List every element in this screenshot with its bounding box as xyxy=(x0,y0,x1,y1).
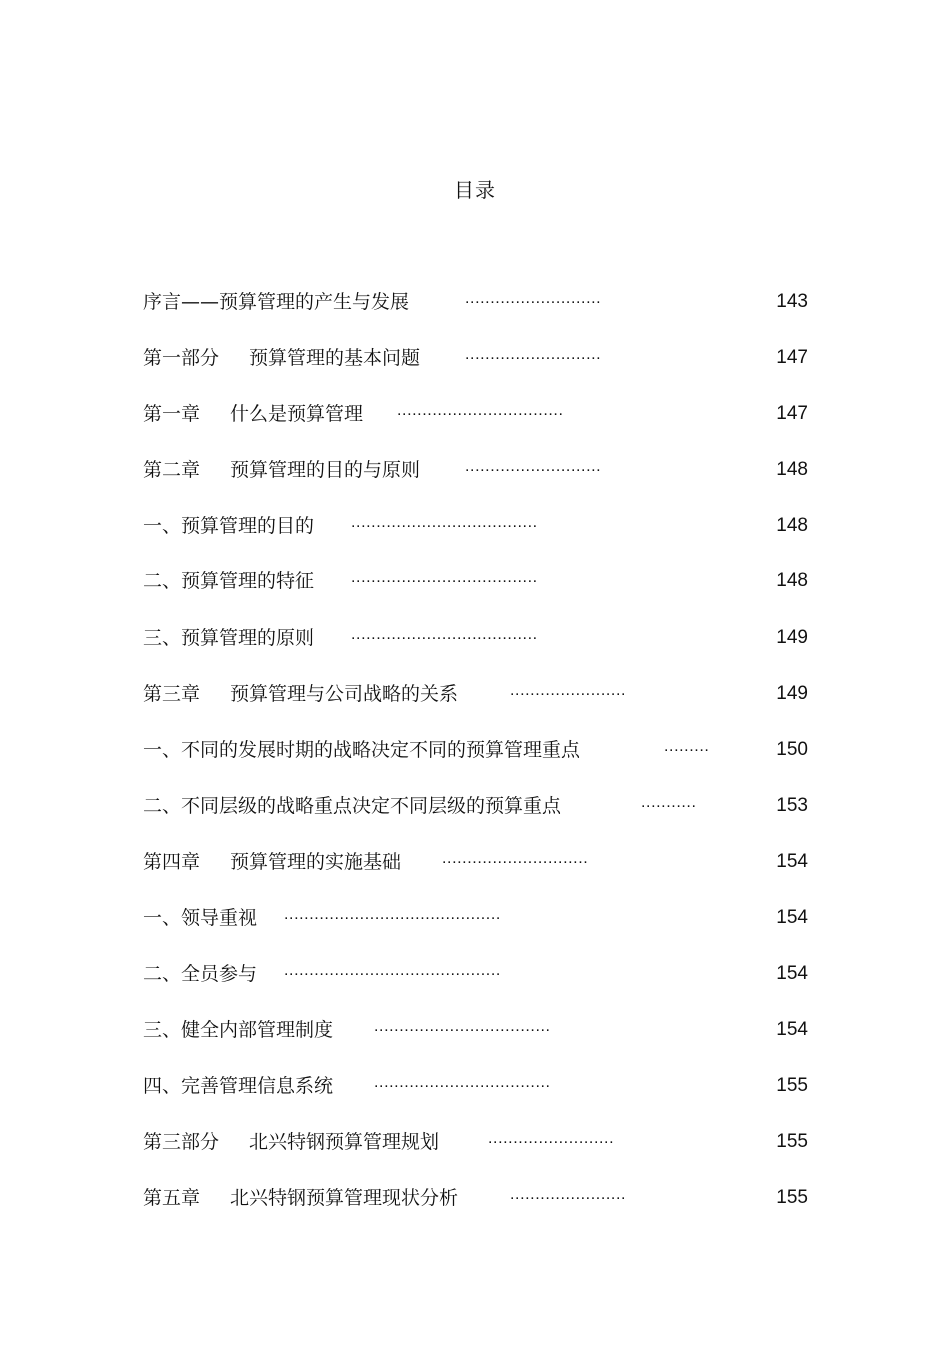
toc-entry-label: 一、不同的发展时期的战略决定不同的预算管理重点 xyxy=(143,739,581,761)
toc-page-number: 147 xyxy=(776,347,808,368)
toc-entry[interactable] xyxy=(143,736,808,764)
toc-entry-label: 二、预算管理的特征 xyxy=(143,570,315,592)
toc-entry-label: 序言——预算管理的产生与发展 xyxy=(143,291,410,313)
toc-dot-leader: ......... xyxy=(664,738,710,755)
toc-entry-label: 北兴特钢预算管理规划 xyxy=(249,1131,440,1153)
toc-dot-leader: ................................... xyxy=(374,1018,551,1035)
toc-entry[interactable] xyxy=(143,1128,808,1156)
toc-entry[interactable] xyxy=(143,456,808,484)
toc-entry-section-number: 第一章 xyxy=(143,403,201,425)
toc-entry-label-group xyxy=(143,1184,458,1212)
toc-entry[interactable] xyxy=(143,848,808,876)
toc-entry[interactable] xyxy=(143,512,808,540)
toc-dot-leader: ........................... xyxy=(465,346,602,363)
toc-dot-leader: ..................................... xyxy=(351,569,538,586)
toc-dot-leader: ................................. xyxy=(397,402,564,419)
toc-entry-label: 一、预算管理的目的 xyxy=(143,515,315,537)
toc-dot-leader: ..................................... xyxy=(351,626,538,643)
toc-dot-leader: ........................... xyxy=(465,290,602,307)
toc-dot-leader: ................................... xyxy=(374,1074,551,1091)
toc-entry-label: 三、健全内部管理制度 xyxy=(143,1019,334,1041)
toc-dot-leader: ........................................... xyxy=(284,906,501,923)
toc-page-number: 154 xyxy=(776,907,808,928)
toc-entry[interactable] xyxy=(143,960,808,988)
toc-entry-label: 预算管理的目的与原则 xyxy=(230,459,421,481)
toc-entry[interactable] xyxy=(143,624,808,652)
toc-entry-label-group xyxy=(143,344,420,372)
toc-dot-leader: ....................... xyxy=(510,682,627,699)
toc-page-number: 154 xyxy=(776,963,808,984)
toc-entry[interactable] xyxy=(143,680,808,708)
toc-page-number: 155 xyxy=(776,1075,808,1096)
toc-page-number: 147 xyxy=(776,403,808,424)
toc-page-number: 155 xyxy=(776,1131,808,1152)
toc-dot-leader: ............................. xyxy=(442,850,589,867)
toc-page-number: 155 xyxy=(776,1187,808,1208)
toc-page-number: 153 xyxy=(776,795,808,816)
toc-entry-label: 北兴特钢预算管理现状分析 xyxy=(230,1187,459,1209)
toc-page-number: 143 xyxy=(776,291,808,312)
toc-entry[interactable] xyxy=(143,904,808,932)
toc-entry-label-group xyxy=(143,1128,439,1156)
toc-entry-label-group xyxy=(143,456,420,484)
toc-title: 目录 xyxy=(454,178,496,202)
toc-page-number: 149 xyxy=(776,627,808,648)
toc-entry-label-group xyxy=(143,848,401,876)
toc-entry-label: 二、全员参与 xyxy=(143,963,258,985)
toc-page-number: 154 xyxy=(776,1019,808,1040)
toc-dot-leader: ........... xyxy=(641,794,697,811)
toc-entry-label-group xyxy=(143,400,363,428)
toc-entry-section-number: 第一部分 xyxy=(143,347,220,369)
toc-entry-label: 什么是预算管理 xyxy=(230,403,364,425)
toc-entry-section-number: 第二章 xyxy=(143,459,201,481)
toc-entry[interactable] xyxy=(143,1016,808,1044)
toc-entry[interactable] xyxy=(143,567,808,595)
toc-entry-label: 二、不同层级的战略重点决定不同层级的预算重点 xyxy=(143,795,562,817)
toc-page-number: 148 xyxy=(776,570,808,591)
toc-dot-leader: ........................... xyxy=(465,458,602,475)
toc-entry-section-number: 第五章 xyxy=(143,1187,201,1209)
toc-entry[interactable] xyxy=(143,288,808,316)
toc-entry-section-number: 第三章 xyxy=(143,683,201,705)
toc-entry[interactable] xyxy=(143,1184,808,1212)
toc-entry-section-number: 第四章 xyxy=(143,851,201,873)
toc-entry[interactable] xyxy=(143,344,808,372)
toc-entry-section-number: 第三部分 xyxy=(143,1131,220,1153)
toc-page-number: 148 xyxy=(776,515,808,536)
toc-entry[interactable] xyxy=(143,400,808,428)
toc-entry-label: 预算管理的实施基础 xyxy=(230,851,402,873)
toc-entry[interactable] xyxy=(143,792,808,820)
toc-entry-label: 一、领导重视 xyxy=(143,907,258,929)
toc-dot-leader: ......................... xyxy=(488,1130,615,1147)
toc-page-number: 149 xyxy=(776,683,808,704)
toc-dot-leader: ..................................... xyxy=(351,514,538,531)
toc-dot-leader: ........................................... xyxy=(284,962,501,979)
toc-entry-label: 预算管理与公司战略的关系 xyxy=(230,683,459,705)
toc-entry-label: 预算管理的基本问题 xyxy=(249,347,421,369)
toc-entry[interactable] xyxy=(143,1072,808,1100)
toc-page-number: 154 xyxy=(776,851,808,872)
toc-entry-label-group xyxy=(143,680,458,708)
toc-page-number: 148 xyxy=(776,459,808,480)
toc-page-number: 150 xyxy=(776,739,808,760)
toc-dot-leader: ....................... xyxy=(510,1186,627,1203)
toc-entry-label: 三、预算管理的原则 xyxy=(143,627,315,649)
toc-entry-label: 四、完善管理信息系统 xyxy=(143,1075,334,1097)
